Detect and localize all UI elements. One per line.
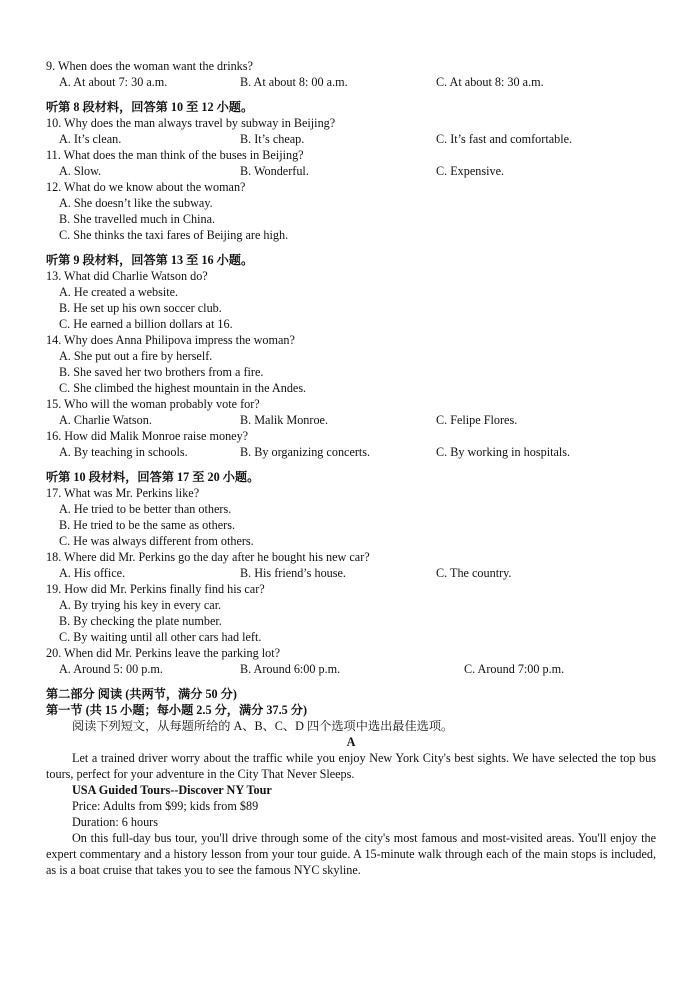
section-one-heading: 第一节 (共 15 小题；每小题 2.5 分，满分 37.5 分) bbox=[46, 703, 308, 717]
option-c: C. By waiting until all other cars had left. bbox=[59, 630, 262, 644]
question-18 bbox=[46, 549, 656, 565]
question-9 bbox=[46, 58, 656, 74]
question-13 bbox=[46, 268, 656, 284]
section-heading-9: 听第 9 段材料，回答第 13 至 16 小题。 bbox=[46, 253, 254, 267]
option-c: C. By working in hospitals. bbox=[436, 445, 571, 459]
question-stem: 13. What did Charlie Watson do? bbox=[46, 269, 208, 283]
question-15 bbox=[46, 396, 656, 412]
question-11 bbox=[46, 147, 656, 163]
option-b: B. He set up his own soccer club. bbox=[59, 301, 222, 315]
part-two-heading: 第二部分 阅读 (共两节，满分 50 分) bbox=[46, 687, 237, 701]
option-a: A. At about 7: 30 a.m. bbox=[59, 75, 168, 89]
option-b: B. She travelled much in China. bbox=[59, 212, 216, 226]
option-c: C. Expensive. bbox=[436, 164, 505, 178]
option-c: C. He earned a billion dollars at 16. bbox=[59, 317, 233, 331]
tour-duration: Duration: 6 hours bbox=[72, 815, 158, 829]
exam-page bbox=[46, 58, 656, 878]
option-a: A. He created a website. bbox=[59, 285, 179, 299]
question-stem: 9. When does the woman want the drinks? bbox=[46, 59, 253, 73]
question-10 bbox=[46, 115, 656, 131]
option-a: A. She doesn’t like the subway. bbox=[59, 196, 213, 210]
question-stem: 10. Why does the man always travel by subway in Beijing? bbox=[46, 116, 336, 130]
option-c: C. It’s fast and comfortable. bbox=[436, 132, 573, 146]
option-a: A. By teaching in schools. bbox=[59, 445, 188, 459]
option-b: B. At about 8: 00 a.m. bbox=[240, 75, 348, 89]
question-stem: 15. Who will the woman probably vote for? bbox=[46, 397, 260, 411]
question-stem: 19. How did Mr. Perkins finally find his car? bbox=[46, 582, 265, 596]
question-stem: 20. When did Mr. Perkins leave the parking lot? bbox=[46, 646, 280, 660]
options-row bbox=[46, 74, 656, 90]
question-17 bbox=[46, 485, 656, 501]
question-stem: 18. Where did Mr. Perkins go the day after he bought his new car? bbox=[46, 550, 370, 564]
question-16 bbox=[46, 428, 656, 444]
option-a: A. Charlie Watson. bbox=[59, 413, 152, 427]
tour-title: USA Guided Tours--Discover NY Tour bbox=[72, 783, 272, 797]
option-c: C. Felipe Flores. bbox=[436, 413, 518, 427]
option-b: B. His friend’s house. bbox=[240, 566, 346, 580]
options-row bbox=[46, 131, 656, 147]
option-b: B. By organizing concerts. bbox=[240, 445, 371, 459]
question-stem: 14. Why does Anna Philipova impress the woman? bbox=[46, 333, 295, 347]
passage-paragraph: On this full-day bus tour, you'll drive through some of the city's most famous and most-visited areas. You'll enjoy the expert commentary and a history lesson from your tour guide. A 15-minute walk through each of the main stops is included, as is a boat cruise that takes you to see the famous NYC skyline. bbox=[46, 831, 656, 877]
passage-paragraph: Let a trained driver worry about the traffic while you enjoy New York City's best sights. We have selected the top bus tours, perfect for your adventure in the City That Never Sleeps. bbox=[46, 751, 656, 781]
option-b: B. Around 6:00 p.m. bbox=[240, 662, 341, 676]
option-b: B. She saved her two brothers from a fire. bbox=[59, 365, 264, 379]
option-c: C. She climbed the highest mountain in the Andes. bbox=[59, 381, 307, 395]
option-a: A. His office. bbox=[59, 566, 126, 580]
question-19 bbox=[46, 581, 656, 597]
options-row bbox=[46, 565, 656, 581]
option-a: A. It’s clean. bbox=[59, 132, 122, 146]
option-a: A. Around 5: 00 p.m. bbox=[59, 662, 163, 676]
question-14 bbox=[46, 332, 656, 348]
options-row bbox=[46, 163, 656, 179]
question-12 bbox=[46, 179, 656, 195]
option-c: C. Around 7:00 p.m. bbox=[464, 662, 565, 676]
option-c: C. The country. bbox=[436, 566, 512, 580]
option-a: A. He tried to be better than others. bbox=[59, 502, 232, 516]
option-a: A. Slow. bbox=[59, 164, 102, 178]
question-stem: 17. What was Mr. Perkins like? bbox=[46, 486, 200, 500]
options-row bbox=[46, 412, 656, 428]
section-heading-8: 听第 8 段材料，回答第 10 至 12 小题。 bbox=[46, 100, 254, 114]
options-row bbox=[46, 444, 656, 460]
option-c: C. He was always different from others. bbox=[59, 534, 254, 548]
option-a: A. By trying his key in every car. bbox=[59, 598, 222, 612]
section-heading-10: 听第 10 段材料，回答第 17 至 20 小题。 bbox=[46, 470, 260, 484]
option-b: B. By checking the plate number. bbox=[59, 614, 222, 628]
question-stem: 12. What do we know about the woman? bbox=[46, 180, 246, 194]
question-stem: 16. How did Malik Monroe raise money? bbox=[46, 429, 249, 443]
option-c: C. At about 8: 30 a.m. bbox=[436, 75, 544, 89]
options-row bbox=[46, 661, 656, 677]
passage-letter: A bbox=[346, 735, 356, 749]
option-c: C. She thinks the taxi fares of Beijing are high. bbox=[59, 228, 289, 242]
question-stem: 11. What does the man think of the buses in Beijing? bbox=[46, 148, 304, 162]
option-b: B. Malik Monroe. bbox=[240, 413, 329, 427]
question-20 bbox=[46, 645, 656, 661]
option-b: B. It’s cheap. bbox=[240, 132, 305, 146]
reading-instruction: 阅读下列短文，从每题所给的 A、B、C、D 四个选项中选出最佳选项。 bbox=[72, 719, 454, 733]
option-b: B. Wonderful. bbox=[240, 164, 309, 178]
tour-price: Price: Adults from $99; kids from $89 bbox=[72, 799, 259, 813]
option-a: A. She put out a fire by herself. bbox=[59, 349, 213, 363]
option-b: B. He tried to be the same as others. bbox=[59, 518, 235, 532]
